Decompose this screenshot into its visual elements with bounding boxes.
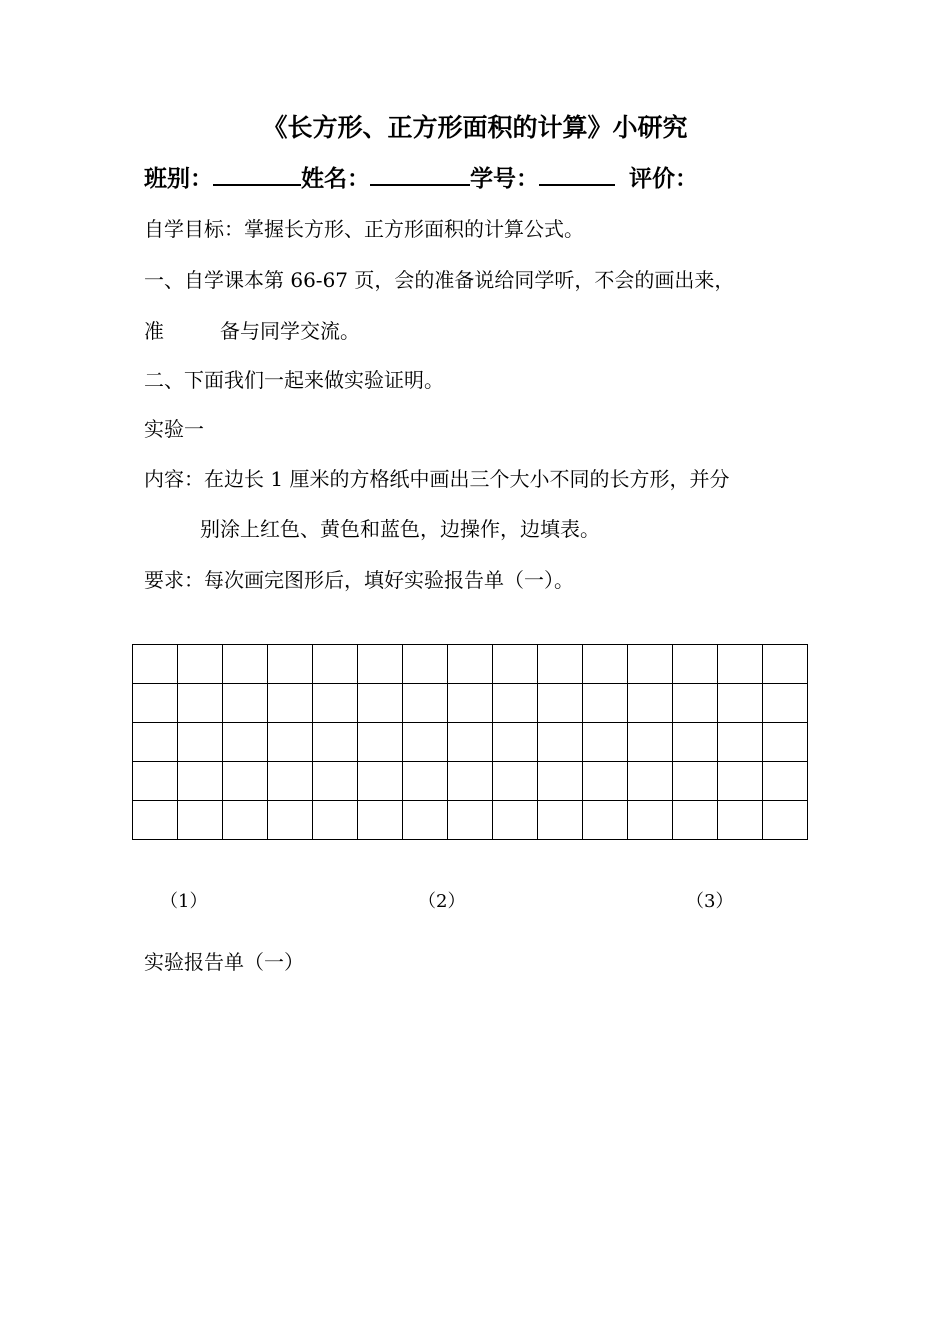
grid-cell[interactable] — [583, 645, 628, 684]
grid-cell[interactable] — [763, 684, 808, 723]
grid-cell[interactable] — [268, 762, 313, 801]
grid-cell[interactable] — [673, 645, 718, 684]
grid-cell[interactable] — [178, 684, 223, 723]
grid-cell[interactable] — [493, 762, 538, 801]
step1-rest: 备与同学交流。 — [220, 319, 360, 343]
class-label: 班别： — [144, 166, 213, 192]
grid-cell[interactable] — [448, 762, 493, 801]
grid-cell[interactable] — [628, 762, 673, 801]
requirement-text: 要求：每次画完图形后，填好实验报告单（一）。 — [144, 568, 574, 592]
grid-cell[interactable] — [133, 762, 178, 801]
class-blank[interactable] — [213, 164, 301, 186]
grid-cell[interactable] — [538, 723, 583, 762]
grid-cell[interactable] — [133, 645, 178, 684]
grid-cell[interactable] — [223, 762, 268, 801]
grid-cell[interactable] — [583, 801, 628, 840]
grid-cell[interactable] — [538, 801, 583, 840]
grid-cell[interactable] — [538, 762, 583, 801]
grid-cell[interactable] — [223, 723, 268, 762]
grid-cell[interactable] — [133, 723, 178, 762]
grid-cell[interactable] — [178, 801, 223, 840]
grid-cell[interactable] — [448, 723, 493, 762]
grid-cell[interactable] — [673, 801, 718, 840]
grid-cell[interactable] — [673, 762, 718, 801]
grid-row — [133, 762, 808, 801]
grid-cell[interactable] — [268, 645, 313, 684]
name-blank[interactable] — [370, 164, 470, 186]
grid-cell[interactable] — [763, 801, 808, 840]
step1-text: 一、自学课本第 66-67 页，会的准备说给同学听，不会的画出来， — [144, 268, 735, 292]
grid-cell[interactable] — [313, 762, 358, 801]
figure-label-2: （2） — [418, 891, 466, 912]
figure-label-1: （1） — [160, 891, 208, 912]
grid-cell[interactable] — [358, 723, 403, 762]
step2-text: 二、下面我们一起来做实验证明。 — [144, 368, 444, 392]
grid-cell[interactable] — [358, 762, 403, 801]
grid-cell[interactable] — [178, 645, 223, 684]
id-blank[interactable] — [539, 164, 615, 186]
grid-cell[interactable] — [538, 645, 583, 684]
grid-cell[interactable] — [583, 762, 628, 801]
student-info-row — [144, 160, 698, 193]
grid-cell[interactable] — [403, 801, 448, 840]
grid-cell[interactable] — [763, 723, 808, 762]
grid-cell[interactable] — [763, 645, 808, 684]
grid-cell[interactable] — [493, 801, 538, 840]
id-label: 学号： — [470, 166, 539, 192]
grid-cell[interactable] — [718, 762, 763, 801]
grid-cell[interactable] — [718, 801, 763, 840]
content-text-continued: 别涂上红色、黄色和蓝色，边操作，边填表。 — [200, 517, 600, 541]
grid-cell[interactable] — [403, 723, 448, 762]
grid-cell[interactable] — [133, 684, 178, 723]
grid-paper[interactable] — [132, 644, 808, 840]
goal-text: 自学目标：掌握长方形、正方形面积的计算公式。 — [144, 217, 584, 241]
grid-cell[interactable] — [493, 723, 538, 762]
grid-cell[interactable] — [268, 684, 313, 723]
grid-cell[interactable] — [448, 801, 493, 840]
grid-cell[interactable] — [313, 801, 358, 840]
grid-cell[interactable] — [628, 723, 673, 762]
grid-cell[interactable] — [538, 684, 583, 723]
grid-cell[interactable] — [178, 723, 223, 762]
grid-cell[interactable] — [268, 801, 313, 840]
grid-row — [133, 723, 808, 762]
grid-cell[interactable] — [448, 684, 493, 723]
grid-cell[interactable] — [403, 645, 448, 684]
grid-cell[interactable] — [718, 645, 763, 684]
name-label: 姓名： — [301, 166, 370, 192]
report-title: 实验报告单（一） — [144, 950, 304, 974]
grid-cell[interactable] — [223, 684, 268, 723]
grid-cell[interactable] — [268, 723, 313, 762]
grid-row — [133, 645, 808, 684]
grid-cell[interactable] — [313, 723, 358, 762]
grid-cell[interactable] — [763, 762, 808, 801]
grid-cell[interactable] — [448, 645, 493, 684]
grid-cell[interactable] — [223, 801, 268, 840]
grid-cell[interactable] — [313, 684, 358, 723]
grid-cell[interactable] — [493, 645, 538, 684]
step1-char: 准 — [144, 319, 164, 343]
grid-cell[interactable] — [673, 723, 718, 762]
grid-cell[interactable] — [718, 684, 763, 723]
grid-cell[interactable] — [403, 684, 448, 723]
figure-label-3: （3） — [686, 891, 734, 912]
grid-cell[interactable] — [583, 684, 628, 723]
grid-row — [133, 801, 808, 840]
content-text: 内容：在边长 1 厘米的方格纸中画出三个大小不同的长方形，并分 — [144, 467, 730, 491]
grid-cell[interactable] — [628, 684, 673, 723]
experiment-heading: 实验一 — [144, 417, 204, 441]
grid-cell[interactable] — [223, 645, 268, 684]
page-title: 《长方形、正方形面积的计算》小研究 — [262, 113, 688, 142]
grid-cell[interactable] — [403, 762, 448, 801]
grid-cell[interactable] — [358, 801, 403, 840]
grid-cell[interactable] — [493, 684, 538, 723]
grid-cell[interactable] — [358, 684, 403, 723]
grid-cell[interactable] — [628, 645, 673, 684]
grid-row — [133, 684, 808, 723]
step1-text-continued — [144, 315, 360, 344]
grid-cell[interactable] — [718, 723, 763, 762]
grid-cell[interactable] — [133, 801, 178, 840]
grid-cell[interactable] — [178, 762, 223, 801]
grid-cell[interactable] — [358, 645, 403, 684]
grid-cell[interactable] — [583, 723, 628, 762]
grid-cell[interactable] — [628, 801, 673, 840]
grid-cell[interactable] — [313, 645, 358, 684]
eval-label: 评价： — [629, 166, 698, 192]
grid-cell[interactable] — [673, 684, 718, 723]
